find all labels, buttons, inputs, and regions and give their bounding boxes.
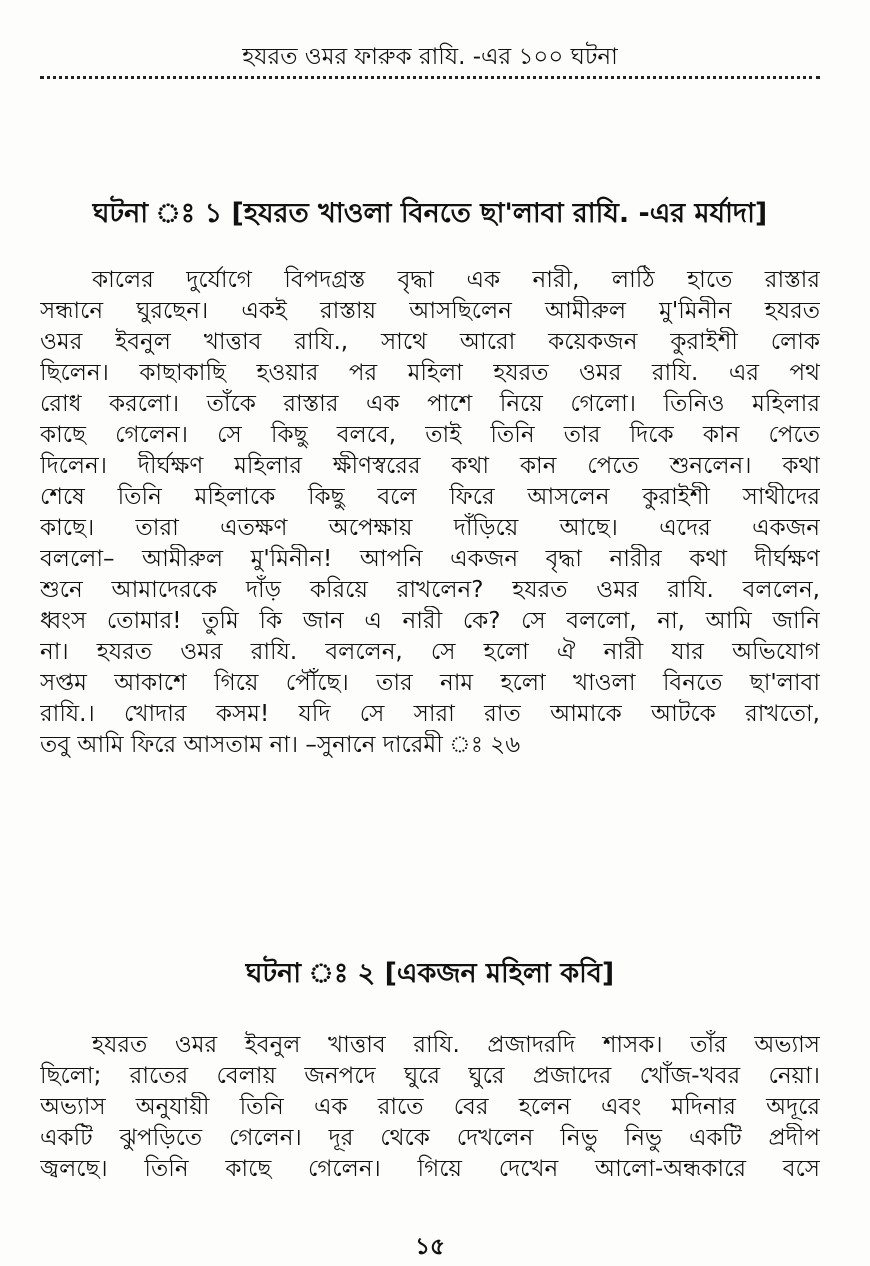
- text-line: দিলেন। দীর্ঘক্ষণ মহিলার ক্ষীণস্বরের কথা কান পেতে শুনলেন। কথা: [40, 453, 820, 479]
- header-dotted-rule: [40, 76, 820, 79]
- text-line: জ্বলছে। তিনি কাছে গেলেন। গিয়ে দেখেন আলো-অন্ধকারে বসে: [40, 1156, 820, 1182]
- text-line: ছিলো; রাতের বেলায় জনপদে ঘুরে ঘুরে প্রজাদের খোঁজ-খবর নেয়া।: [40, 1063, 820, 1089]
- text-line: বললো– আমীরুল মু'মিনীন! আপনি একজন বৃদ্ধা নারীর কথা দীর্ঘক্ষণ: [40, 546, 820, 572]
- text-line: ধ্বংস তোমার! তুমি কি জান এ নারী কে? সে বললো, না, আমি জানি: [40, 608, 820, 634]
- text-line: শেষে তিনি মহিলাকে কিছু বলে ফিরে আসলেন কুরাইশী সাথীদের: [40, 484, 820, 510]
- text-line: কাছে। তারা এতক্ষণ অপেক্ষায় দাঁড়িয়ে আছে। এদের একজন: [40, 515, 820, 541]
- text-line: কালের দুর্যোগে বিপদগ্রস্ত বৃদ্ধা এক নারী, লাঠি হাতে রাস্তার: [92, 267, 820, 293]
- text-line: সন্ধানে ঘুরছেন। একই রাস্তায় আসছিলেন আমীরুল মু'মিনীন হযরত: [40, 298, 820, 324]
- section-2-paragraph: [40, 1030, 820, 1185]
- text-line: হযরত ওমর ইবনুল খাত্তাব রাযি. প্রজাদরদি শাসক। তাঁর অভ্যাস: [92, 1032, 820, 1058]
- text-line: রোধ করলো। তাঁকে রাস্তার এক পাশে নিয়ে গেলো। তিনিও মহিলার: [40, 391, 820, 417]
- section-1-paragraph: [40, 265, 820, 761]
- text-line: শুনে আমাদেরকে দাঁড় করিয়ে রাখলেন? হযরত ওমর রাযি. বললেন,: [40, 577, 820, 603]
- text-line: অভ্যাস অনুযায়ী তিনি এক রাতে বের হলেন এবং মদিনার অদূরে: [40, 1094, 820, 1120]
- section-2-heading: ঘটনা ঃ ২ [একজন মহিলা কবি]: [245, 958, 615, 989]
- text-line: সপ্তম আকাশে গিয়ে পৌঁছে। তার নাম হলো খাওলা বিনতে ছা'লাবা: [40, 670, 820, 696]
- text-line: না। হযরত ওমর রাযি. বললেন, সে হলো ঐ নারী যার অভিযোগ: [40, 639, 820, 665]
- text-line: ওমর ইবনুল খাত্তাব রাযি., সাথে আরো কয়েকজন কুরাইশী লোক: [40, 329, 820, 355]
- page-number: ১৫: [415, 1234, 445, 1260]
- text-line: কাছে গেলেন। সে কিছু বলবে, তাই তিনি তার দিকে কান পেতে: [40, 422, 820, 448]
- text-line-citation: তবু আমি ফিরে আসতাম না। –সুনানে দারেমী ঃ ২৬: [40, 732, 521, 758]
- text-line: রাযি.। খোদার কসম! যদি সে সারা রাত আমাকে আটকে রাখতো,: [40, 701, 820, 727]
- section-1-heading: ঘটনা ঃ ১ [হযরত খাওলা বিনতে ছা'লাবা রাযি. -এর মর্যাদা]: [92, 198, 768, 229]
- text-line: ছিলেন। কাছাকাছি হওয়ার পর মহিলা হযরত ওমর রাযি. এর পথ: [40, 360, 820, 386]
- text-line: একটি ঝুপড়িতে গেলেন। দূর থেকে দেখলেন নিভু নিভু একটি প্রদীপ: [40, 1125, 820, 1151]
- running-header-title: হযরত ওমর ফারুক রাযি. -এর ১০০ ঘটনা: [242, 44, 618, 70]
